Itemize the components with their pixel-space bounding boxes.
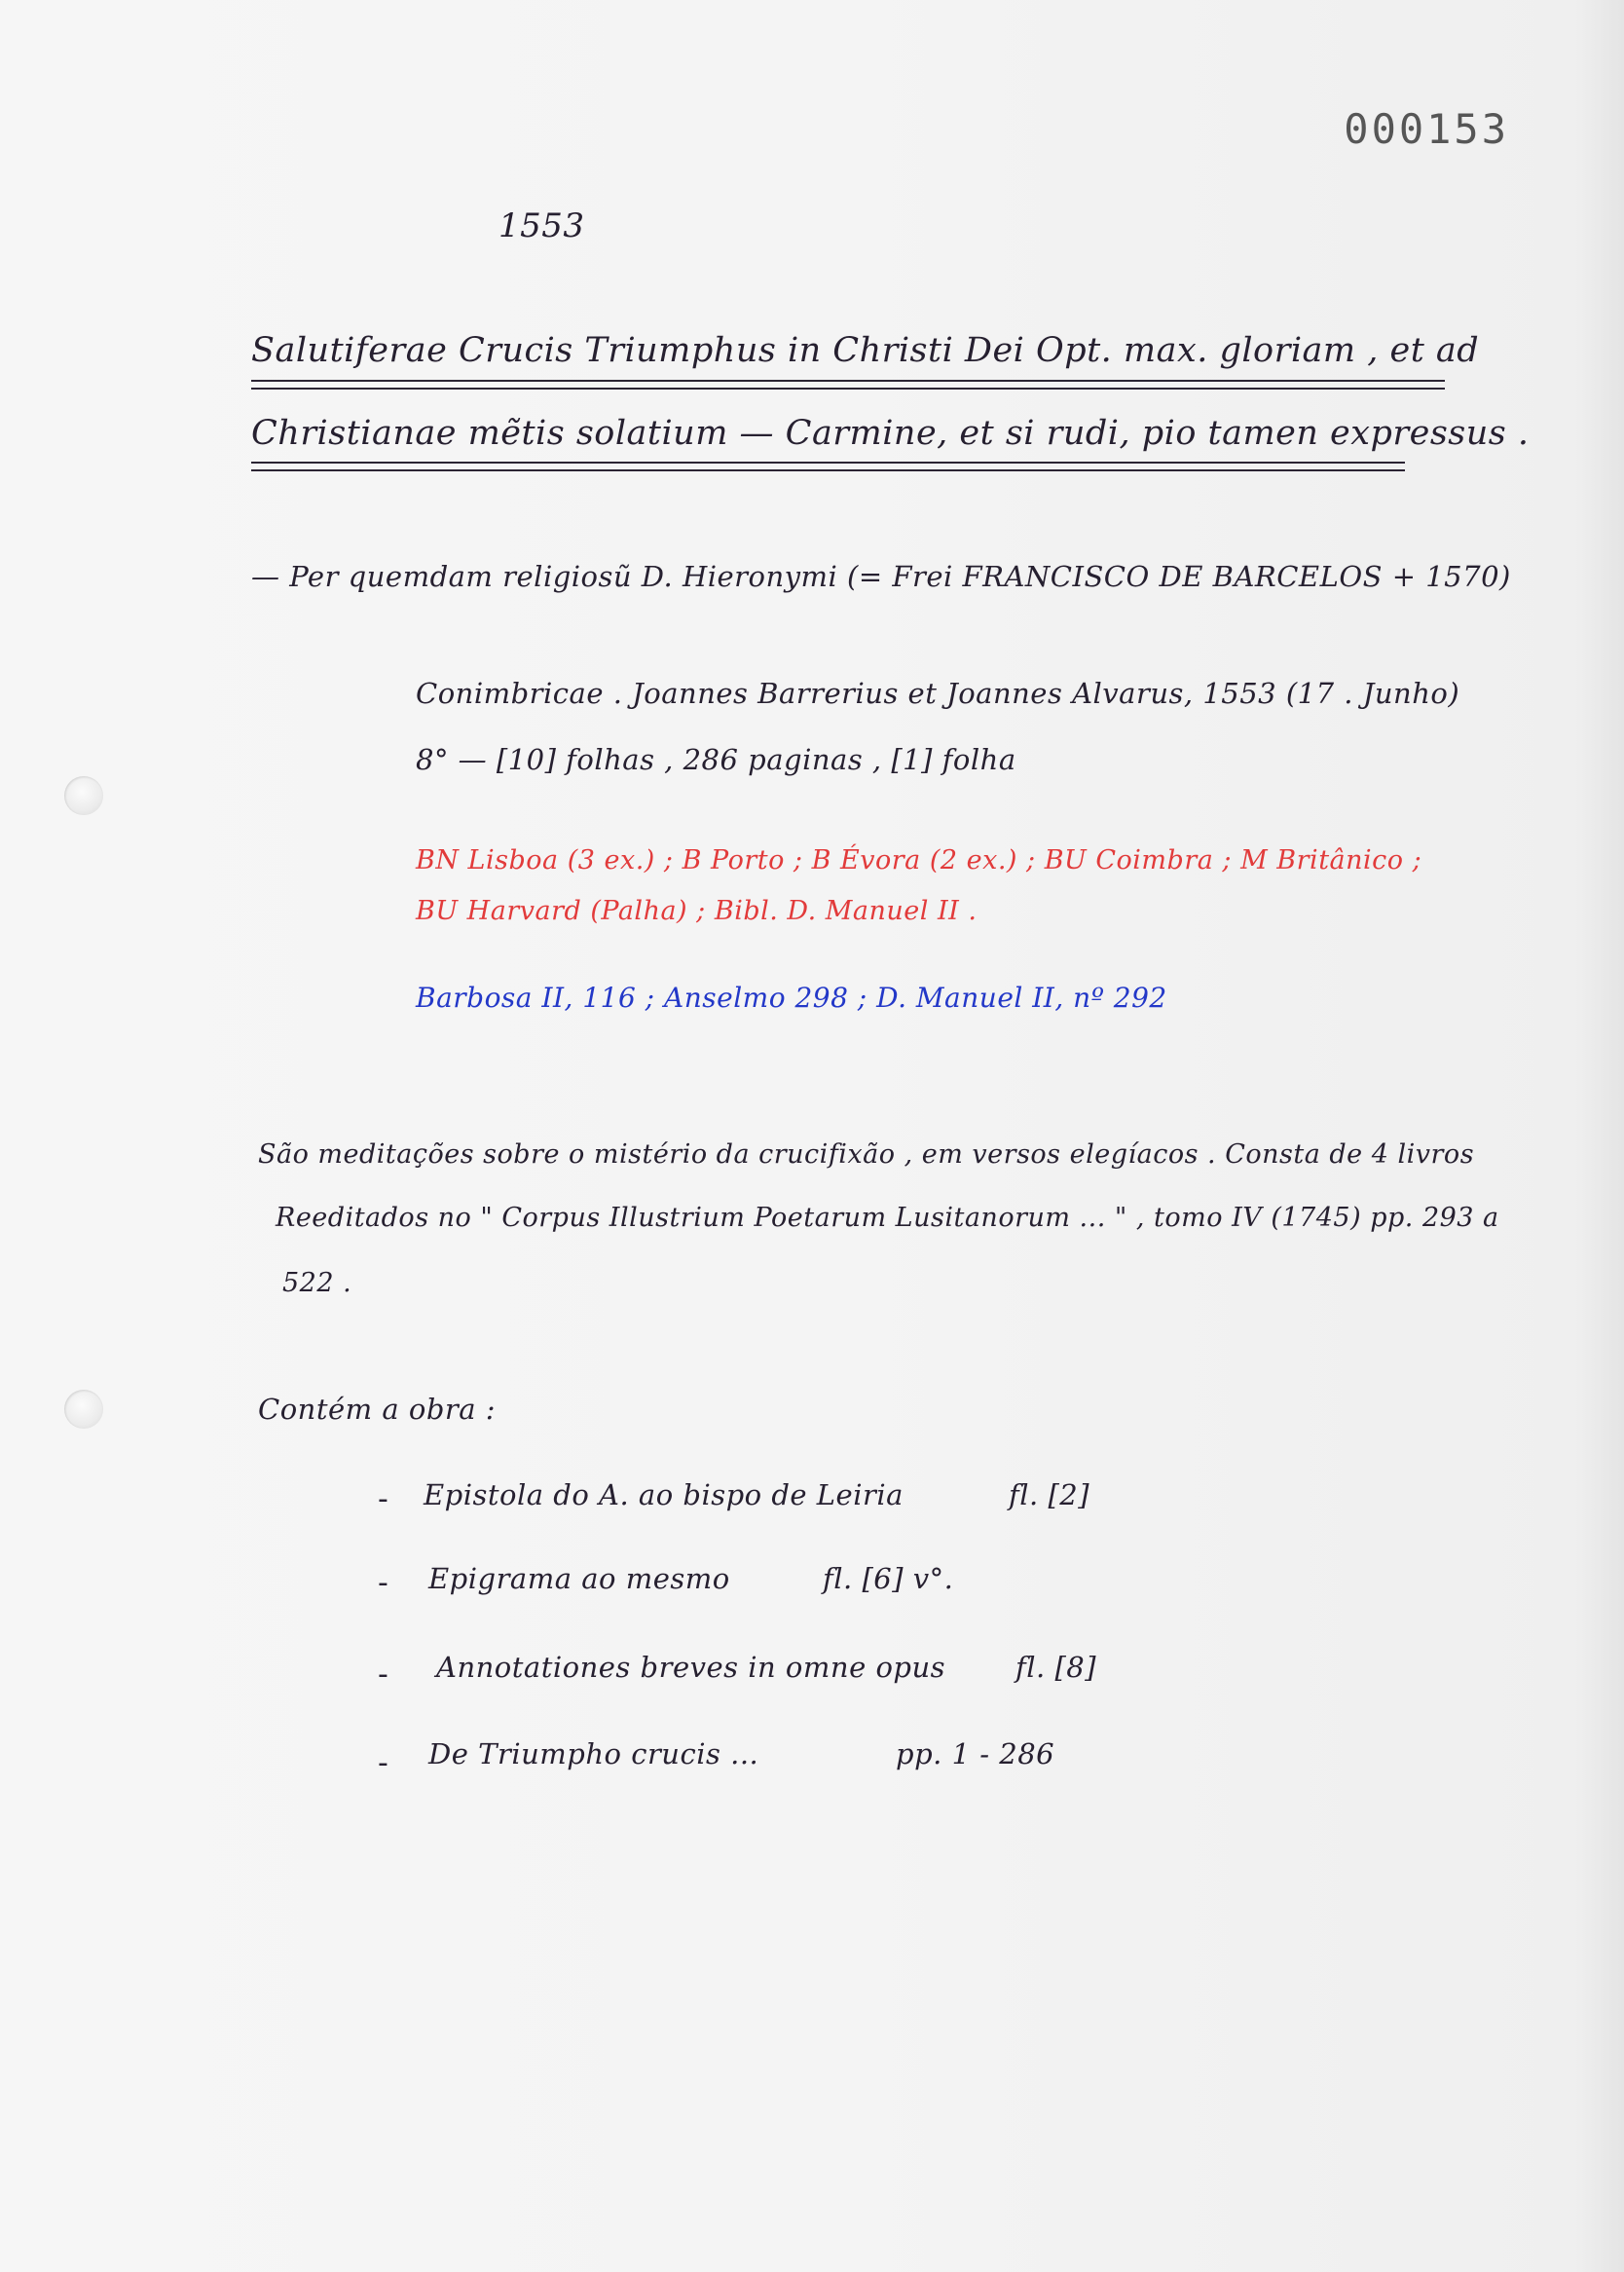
description-line-3: 522 . [282,1268,352,1298]
author-line: — Per quemdam religiosũ D. Hieronymi (= Frei FRANCISCO DE BARCELOS + 1570) [251,560,1511,593]
bibliographic-references: Barbosa II, 116 ; Anselmo 298 ; D. Manuel II, nº 292 [416,982,1167,1014]
holdings-line-2: BU Harvard (Palha) ; Bibl. D. Manuel II . [416,896,978,926]
punch-hole [64,776,103,815]
title-line-2: Christianae mẽtis solatium — Carmine, et si rudi, pio tamen expressus . [251,414,1530,453]
contents-item-text: Epistola do A. ao bispo de Leiria [424,1478,904,1511]
contents-heading: Contém a obra : [258,1393,497,1426]
imprint-collation: 8° — [10] folhas , 286 paginas , [1] folha [416,743,1016,776]
bullet-dash: - [378,1566,388,1600]
contents-item-ref: pp. 1 - 286 [896,1737,1055,1770]
contents-item-ref: fl. [8] [1015,1651,1097,1684]
title-underline-1 [251,380,1445,390]
contents-item-text: Annotationes breves in omne opus [436,1651,946,1684]
description-line-1: São meditações sobre o mistério da crucifixão , em versos elegíacos . Consta de 4 livros [258,1139,1475,1170]
title-underline-2 [251,462,1405,471]
bullet-dash: - [378,1657,388,1692]
contents-item-text: Epigrama ao mesmo [428,1562,730,1595]
contents-item-text: De Triumpho crucis ... [428,1737,759,1770]
contents-item-ref: fl. [2] [1009,1478,1090,1511]
punch-hole [64,1390,103,1429]
title-line-1: Salutiferae Crucis Triumphus in Christi Dei Opt. max. gloriam , et ad [251,331,1480,370]
bullet-dash: - [378,1746,388,1780]
imprint-place-printers: Conimbricae . Joannes Barrerius et Joannes Alvarus, 1553 (17 . Junho) [416,677,1460,710]
archive-stamp-number: 000153 [1344,105,1509,153]
holdings-line-1: BN Lisboa (3 ex.) ; B Porto ; B Évora (2 ex.) ; BU Coimbra ; M Britânico ; [416,845,1422,875]
description-line-2: Reeditados no " Corpus Illustrium Poetarum Lusitanorum ... " , tomo IV (1745) pp. 293 a [276,1203,1499,1233]
bullet-dash: - [378,1482,388,1516]
contents-item-ref: fl. [6] v°. [823,1562,954,1595]
year-heading: 1553 [498,206,585,245]
